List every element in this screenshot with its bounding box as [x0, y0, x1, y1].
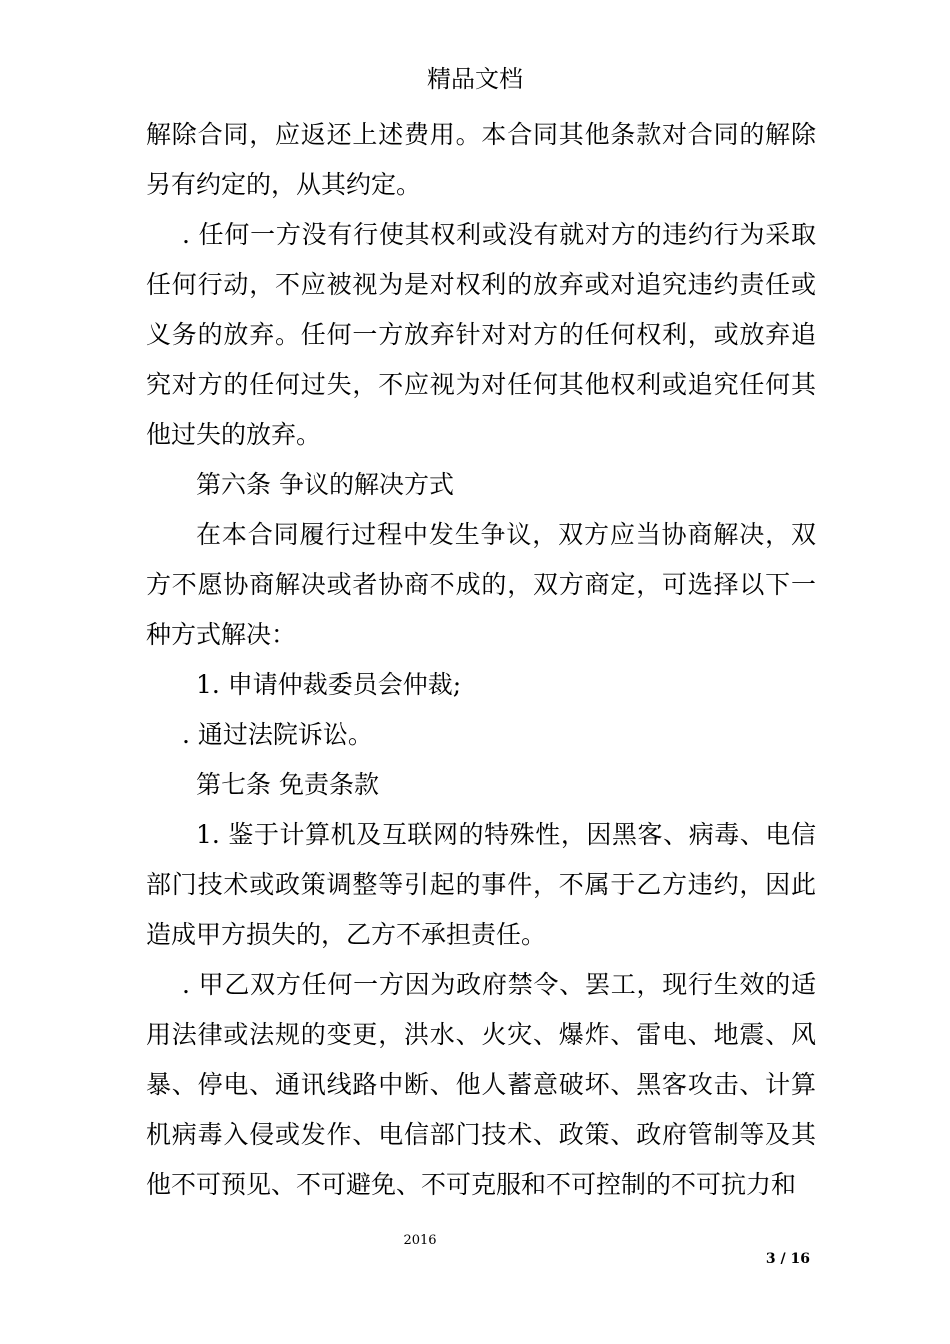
page-number: 3 / 16	[765, 1251, 810, 1267]
paragraph-dispute-resolution: 在本合同履行过程中发生争议，双方应当协商解决，双方不愿协商解决或者协商不成的，双方商定，可选择以下一种方式解决：	[146, 520, 816, 649]
list-item-arbitration: 1. 申请仲裁委员会仲裁;	[196, 670, 462, 699]
article-6-heading: 第六条 争议的解决方式	[196, 470, 454, 499]
paragraph-contract-termination: 解除合同，应返还上述费用。本合同其他条款对合同的解除另有约定的，从其约定。	[146, 120, 816, 199]
paragraph-waiver-of-rights: . 任何一方没有行使其权利或没有就对方的违约行为采取任何行动，不应被视为是对权利的放弃或对追究违约责任或义务的放弃。任何一方放弃针对对方的任何权利，或放弃追究对方的任何过失，不应视为对任何其他权利或追究任何其他过失的放弃。	[146, 220, 816, 449]
page-header-title: 精品文档	[427, 65, 523, 93]
document-body	[146, 110, 816, 1210]
footer-year: 2016	[403, 1233, 437, 1248]
list-item-litigation: . 通过法院诉讼。	[182, 720, 373, 749]
paragraph-force-majeure: . 甲乙双方任何一方因为政府禁令、罢工，现行生效的适用法律或法规的变更，洪水、火灾、爆炸、雷电、地震、风暴、停电、通讯线路中断、他人蓄意破坏、黑客攻击、计算机病毒入侵或发作、电信部门技术、政策、政府管制等及其他不可预见、不可避免、不可克服和不可控制的不可抗力和	[146, 970, 816, 1199]
paragraph-computer-exemption: 1. 鉴于计算机及互联网的特殊性，因黑客、病毒、电信部门技术或政策调整等引起的事件，不属于乙方违约，因此造成甲方损失的，乙方不承担责任。	[146, 820, 816, 949]
article-7-heading: 第七条 免责条款	[196, 770, 379, 799]
